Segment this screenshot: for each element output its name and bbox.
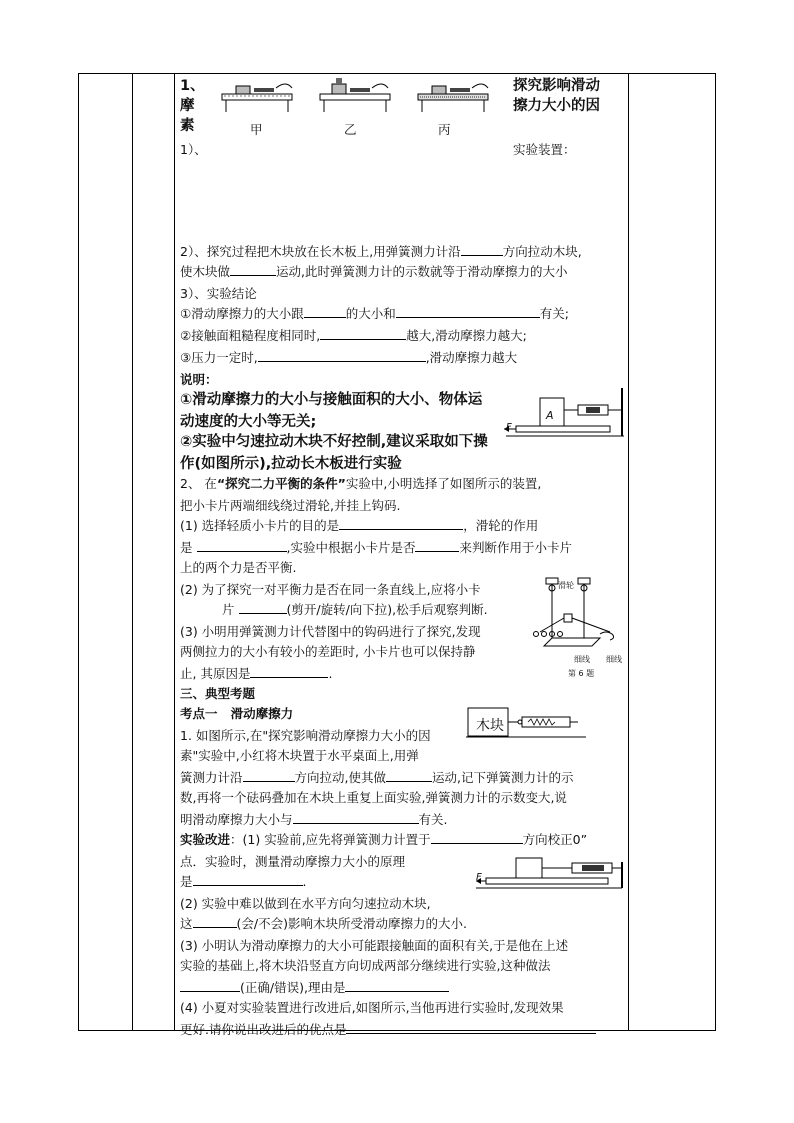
note-title: 说明： xyxy=(180,372,218,387)
answer-blank[interactable] xyxy=(415,538,459,552)
answer-blank[interactable] xyxy=(243,768,295,782)
figure-label-a: A xyxy=(546,409,554,422)
improvement-4-line: (4) 小夏对实验装置进行改进后,如图所示,当他再进行实验时,发现效果 xyxy=(180,1000,564,1015)
setup-label: 实验装置： xyxy=(513,142,576,157)
answer-blank[interactable] xyxy=(431,830,523,844)
section1-heading: 擦力大小的因 xyxy=(513,98,600,114)
question-1-line: 是 ,实验中根据小卡片是否 来判断作用于小卡片 xyxy=(180,540,572,555)
problem-1-line: 数,再将一个砝码叠加在木块上重复上面实验,弹簧测力计的示数变大,说 xyxy=(180,790,567,805)
heading-char: 摩 xyxy=(180,98,195,114)
apparatus-yi-image xyxy=(318,76,394,112)
improvement-line: 是 . xyxy=(180,874,307,889)
item2-line: 使木块做 运动,此时弹簧测力计的示数就等于滑动摩擦力的大小 xyxy=(180,264,568,279)
column-divider-3 xyxy=(628,73,629,1031)
problem-1-line: 簧测力计沿 方向拉动,使其做 运动,记下弹簧测力计的示 xyxy=(180,770,574,785)
figure-caption: 第 6 题 xyxy=(568,669,595,678)
apparatus-jia-image xyxy=(220,78,296,112)
answer-blank[interactable] xyxy=(320,326,406,340)
question-3-line: 止, 其原因是 . xyxy=(180,666,333,681)
answer-blank[interactable] xyxy=(193,872,303,886)
problem-1-line: 素"实验中,小红将木块置于水平桌面上,用弹 xyxy=(180,748,419,763)
question-3-line: 两侧拉力的大小有较小的差距时, 小卡片也可以保持静 xyxy=(180,644,476,659)
column-divider-1 xyxy=(132,73,133,1031)
item3-label: 3）、实验结论 xyxy=(180,286,257,301)
improvement-line: 实验改进：(1) 实验前,应先将弹簧测力计置于 方向校正0” xyxy=(180,832,588,847)
note-line: 作(如图所示),拉动长木板进行实验 xyxy=(180,456,402,472)
answer-blank[interactable] xyxy=(396,304,540,318)
question-3-line: (3) 小明用弹簧测力计代替图中的钩码进行了探究,发现 xyxy=(180,624,481,639)
caption-bing: 丙 xyxy=(438,122,451,137)
section1-heading: 探究影响滑动 xyxy=(513,78,600,94)
answer-blank[interactable] xyxy=(258,348,426,362)
answer-blank[interactable] xyxy=(386,768,432,782)
section2-line: 2、 在“探究二力平衡的条件”实验中,小明选择了如图所示的装置, xyxy=(180,476,542,491)
question-1-line: 上的两个力是否平衡. xyxy=(180,560,297,575)
conclusion-1: ①滑动摩擦力的大小跟 的大小和 有关; xyxy=(180,306,569,321)
question-2-line: 片 (剪开/旋转/向下拉),松手后观察判断. xyxy=(222,602,488,617)
answer-blank[interactable] xyxy=(180,978,240,992)
apparatus-bing-image xyxy=(416,78,492,112)
problem-1-line: 1. 如图所示,在"探究影响滑动摩擦力大小的因 xyxy=(180,728,431,743)
item1-number: 1）、 xyxy=(180,142,207,157)
wood-block-label: 木块 xyxy=(476,718,504,734)
note-line: ②实验中匀速拉动木块不好控制,建议采取如下操 xyxy=(180,434,488,450)
answer-blank[interactable] xyxy=(346,1020,596,1034)
answer-blank[interactable] xyxy=(250,664,328,678)
note-line: ①滑动摩擦力的大小与接触面积的大小、物体运 xyxy=(180,392,483,408)
answer-blank[interactable] xyxy=(193,914,237,928)
answer-blank[interactable] xyxy=(304,304,346,318)
answer-blank[interactable] xyxy=(339,516,463,530)
section1-number: 1、 xyxy=(180,78,205,94)
improvement-line: 点．实验时，测量滑动摩擦力大小的原理 xyxy=(180,854,406,869)
improvement-3-line: (正确/错误),理由是 xyxy=(180,978,449,998)
figure-label-f: F xyxy=(506,422,512,433)
note-line: 动速度的大小等无关; xyxy=(180,414,317,430)
long-board-diagram xyxy=(502,388,628,446)
improved-setup-diagram xyxy=(472,856,628,894)
figure-label-line-right: 细线 xyxy=(606,655,622,664)
conclusion-2: ②接触面粗糙程度相同时, 越大,滑动摩擦力越大; xyxy=(180,328,527,343)
answer-blank[interactable] xyxy=(230,262,276,276)
improvement-3-line: (3) 小明认为滑动摩擦力的大小可能跟接触面的面积有关,于是他在上述 xyxy=(180,938,569,953)
column-divider-2 xyxy=(174,73,175,1031)
caption-yi: 乙 xyxy=(344,122,357,137)
problem-1-line: 明滑动摩擦力大小与 有关. xyxy=(180,812,448,827)
answer-blank[interactable] xyxy=(239,600,287,614)
key-point: 考点一 滑动摩擦力 xyxy=(180,706,294,721)
section2-line: 把小卡片两端细线绕过滑轮,并挂上钩码. xyxy=(180,498,401,513)
improvement-4-line: 更好.请你说出改进后的优点是 xyxy=(180,1020,596,1040)
question-2-line: (2) 为了探究一对平衡力是否在同一条直线上,应将小卡 xyxy=(180,582,481,597)
heading-char: 素 xyxy=(180,118,195,134)
answer-blank[interactable] xyxy=(345,978,449,992)
item2-line: 2）、探究过程把木块放在长木板上,用弹簧测力计沿 方向拉动木块, xyxy=(180,244,582,259)
answer-blank[interactable] xyxy=(461,242,503,256)
caption-jia: 甲 xyxy=(250,122,263,137)
answer-blank[interactable] xyxy=(197,538,287,552)
improvement-2-line: (2) 实验中难以做到在水平方向匀速拉动木块, xyxy=(180,896,431,911)
section3-title: 三、典型考题 xyxy=(180,686,256,701)
question-1-line: (1) 选择轻质小卡片的目的是 ，滑轮的作用 xyxy=(180,518,539,533)
improvement-3-line: 实验的基础上,将木块沿竖直方向切成两部分继续进行实验,这种做法 xyxy=(180,958,551,973)
figure-label-line-left: 细线 xyxy=(574,655,590,664)
conclusion-3: ③压力一定时, ,滑动摩擦力越大 xyxy=(180,350,518,365)
answer-blank[interactable] xyxy=(293,810,419,824)
figure-label-pulley: 滑轮 xyxy=(558,581,574,590)
figure-label-f: F xyxy=(476,872,482,883)
improvement-2-line: 这 (会/不会)影响木块所受滑动摩擦力的大小. xyxy=(180,916,467,931)
